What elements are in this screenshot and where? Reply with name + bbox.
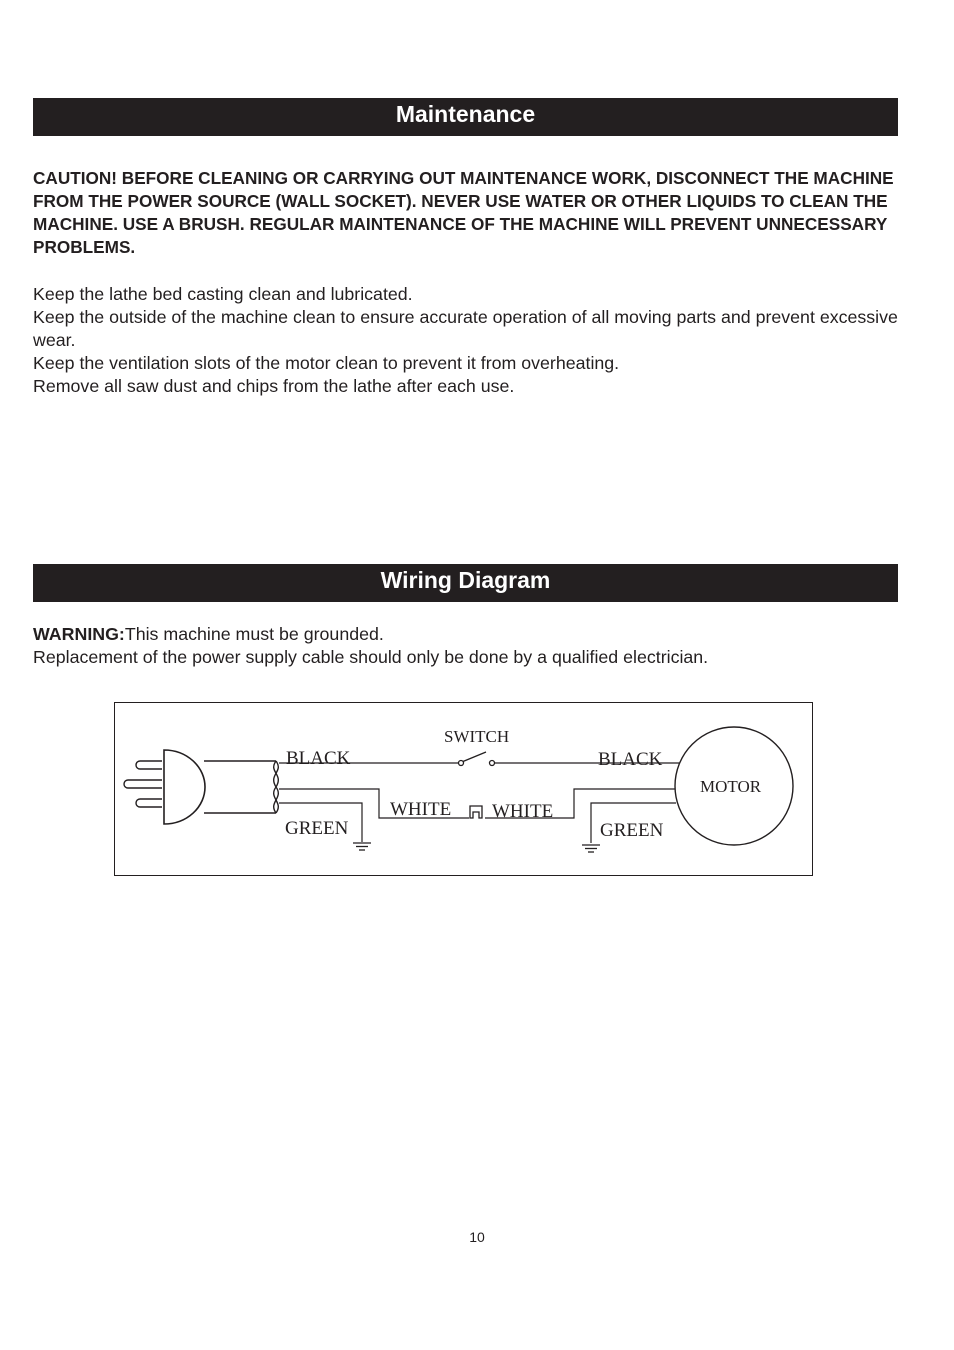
maintenance-instructions	[33, 283, 913, 398]
ground-icon	[353, 843, 371, 850]
motor-label: MOTOR	[700, 777, 762, 796]
replacement-note: Replacement of the power supply cable should only be done by a qualified electrician.	[33, 647, 709, 667]
maintenance-heading: Maintenance	[33, 98, 898, 136]
green-left-label: GREEN	[285, 818, 349, 839]
plug-prongs-icon	[124, 761, 162, 807]
switch-icon	[459, 752, 495, 766]
white-left-label: WHITE	[390, 799, 452, 820]
caution-text: CAUTION! BEFORE CLEANING OR CARRYING OUT MAINTENANCE WORK, DISCONNECT THE MACHINE FROM THE POWER SOURCE (WALL SOCKET). NEVER USE WATER OR OTHER LIQUIDS TO CLEAN THE MACHINE. USE A BRUSH. REGULAR MAINTENANCE OF THE MACHINE WILL PREVENT UNNECESSARY PROBLEMS.	[33, 168, 894, 257]
ground-icon	[582, 845, 600, 852]
wiring-diagram	[114, 702, 813, 876]
wiring-notes	[33, 623, 913, 669]
warning-line	[33, 623, 913, 646]
connector-icon	[470, 806, 482, 818]
power-cable	[204, 761, 278, 813]
wiring-diagram-heading: Wiring Diagram	[33, 564, 898, 602]
instruction-line: Remove all saw dust and chips from the lathe after each use.	[33, 376, 515, 396]
plug-icon	[164, 750, 205, 824]
instruction-line: Keep the outside of the machine clean to ensure accurate operation of all moving parts and prevent excessive wear.	[33, 307, 898, 350]
warning-text: This machine must be grounded.	[124, 624, 384, 644]
instruction-line: Keep the lathe bed casting clean and lubricated.	[33, 284, 413, 304]
warning-label: WARNING:	[33, 624, 125, 644]
green-right-label: GREEN	[600, 820, 664, 841]
switch-label: SWITCH	[444, 727, 510, 746]
page-number: 10	[469, 1229, 485, 1245]
black-left-label: BLACK	[286, 748, 351, 769]
white-right-label: WHITE	[492, 801, 554, 822]
instruction-line: Keep the ventilation slots of the motor clean to prevent it from overheating.	[33, 353, 620, 373]
black-right-label: BLACK	[598, 749, 663, 770]
